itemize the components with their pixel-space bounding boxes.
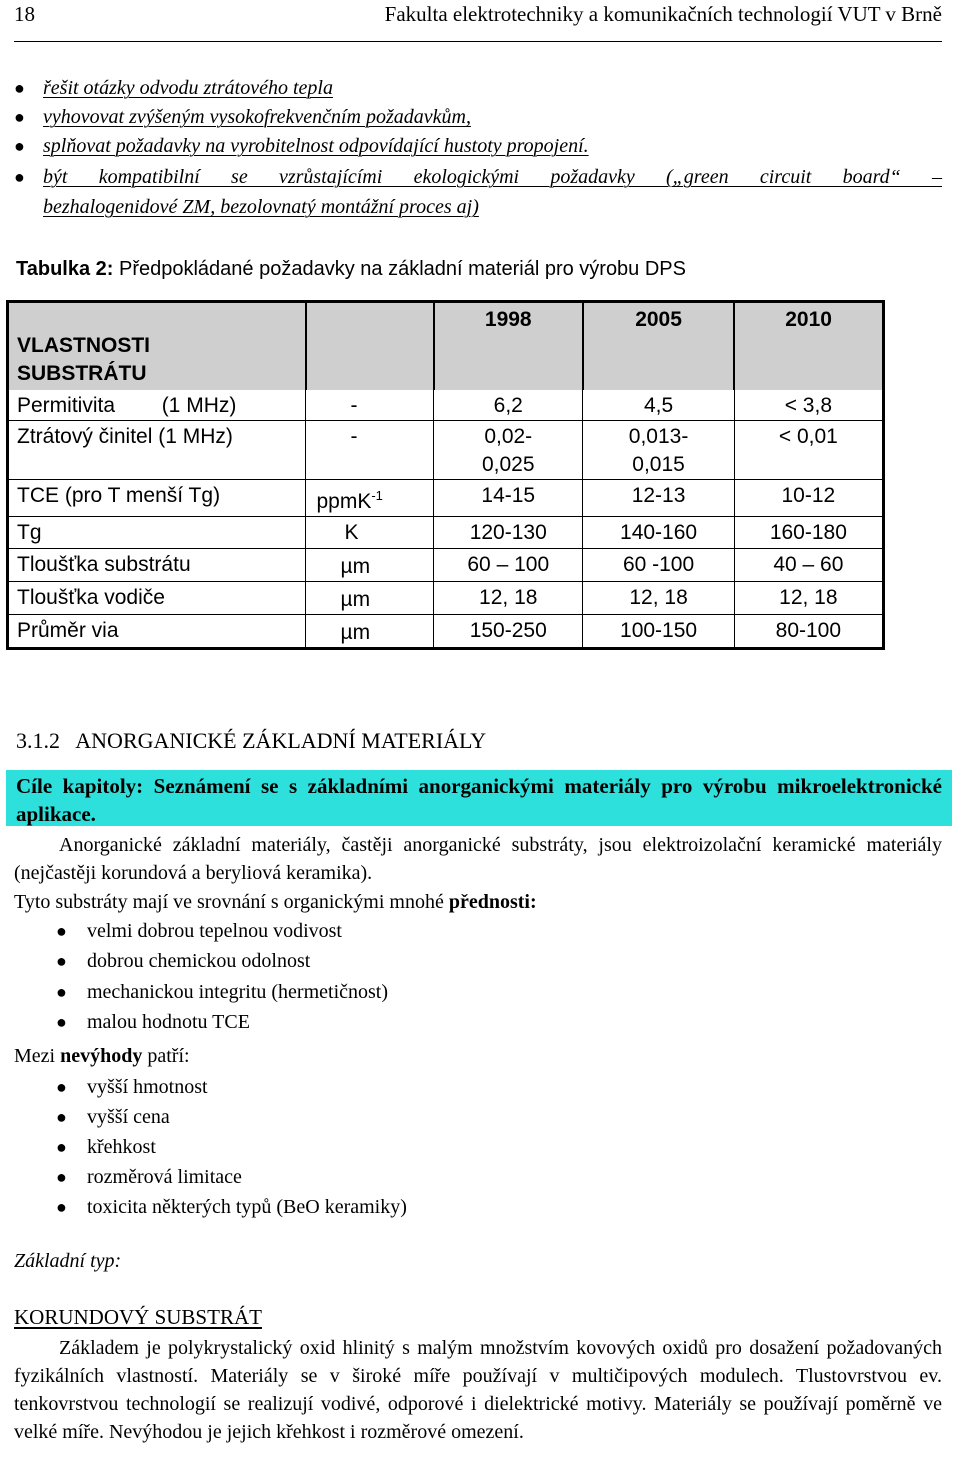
paragraph: Anorganické základní materiály, častěji anorganické substráty, jsou elektroizolační keramické materiály (nejčastěji korundová a beryliová keramika). (14, 834, 942, 884)
list-item-text: být kompatibilní se vzrůstajícími ekologickými požadavky („green circuit board“ – (43, 166, 942, 188)
cell-value: 14-15 (434, 480, 583, 517)
bullet-icon: ● (56, 982, 67, 1002)
bullet-icon: ● (56, 1107, 67, 1127)
cell-unit: - (306, 421, 434, 480)
disadvantages-label: nevýhody (60, 1045, 143, 1067)
table-row (8, 582, 884, 615)
cell-value (434, 421, 583, 480)
cell-value-line: 0,013- (628, 425, 689, 448)
list-item-text: křehkost (87, 1136, 156, 1158)
header-cell-year: 1998 (434, 302, 583, 390)
cell-value: < 0,01 (734, 421, 883, 480)
list-item-text: splňovat požadavky na vyrobitelnost odpovídající hustoty propojení. (43, 135, 589, 157)
table-caption-text: Předpokládané požadavky na základní materiál pro výrobu DPS (113, 258, 686, 280)
cell-value: 60 -100 (583, 549, 734, 582)
cell-value: 60 – 100 (434, 549, 583, 582)
cell-property: Permitivita (1 MHz) (8, 390, 306, 421)
list-item-text: vyšší hmotnost (87, 1076, 208, 1098)
cell-value-line: 0,015 (632, 453, 685, 476)
table-row (8, 615, 884, 649)
cell-value: 12, 18 (434, 582, 583, 615)
header-label: SUBSTRÁTU (17, 361, 147, 385)
cell-value: 160-180 (734, 517, 883, 549)
header-cell-unit (306, 302, 434, 390)
bullet-icon: ● (14, 78, 25, 98)
cell-unit: - (306, 390, 434, 421)
cell-value: 12, 18 (734, 582, 883, 615)
cell-value: 40 – 60 (734, 549, 883, 582)
requirements-table (6, 300, 885, 650)
cell-value: 4,5 (583, 390, 734, 421)
list-item-text: malou hodnotu TCE (87, 1011, 250, 1033)
cell-value (583, 421, 734, 480)
cell-value: 12-13 (583, 480, 734, 517)
cell-unit: µm (306, 615, 434, 649)
list-item (14, 162, 942, 192)
header-cell-year: 2010 (734, 302, 883, 390)
unit-exponent: -1 (371, 488, 383, 503)
page-header-title: Fakulta elektrotechniky a komunikačních technologií VUT v Brně (384, 2, 942, 26)
cell-property: Ztrátový činitel (1 MHz) (8, 421, 306, 480)
cell-value: 150-250 (434, 615, 583, 649)
list-item (14, 131, 942, 161)
list-item-text: velmi dobrou tepelnou vodivost (87, 920, 342, 942)
chapter-goals: Cíle kapitoly: Seznámení se s základními anorganickými materiály pro výrobu mikroelektronické aplikace. (16, 774, 942, 826)
cell-value: 12, 18 (583, 582, 734, 615)
table-row (8, 421, 884, 480)
section-heading: 3.1.2 ANORGANICKÉ ZÁKLADNÍ MATERIÁLY (16, 728, 487, 753)
cell-value: 6,2 (434, 390, 583, 421)
list-item-text: vyšší cena (87, 1106, 170, 1128)
bullet-icon: ● (56, 1137, 67, 1157)
cell-value: 80-100 (734, 615, 883, 649)
bullet-icon: ● (14, 136, 25, 156)
cell-property: Tloušťka substrátu (8, 549, 306, 582)
cell-unit: K (306, 517, 434, 549)
list-item-text: rozměrová limitace (87, 1166, 242, 1188)
bullet-icon: ● (56, 951, 67, 971)
bullet-icon: ● (56, 1077, 67, 1097)
advantages-intro (14, 888, 942, 916)
list-item (14, 73, 942, 103)
header-cell-year: 2005 (583, 302, 734, 390)
page-number: 18 (14, 2, 35, 26)
header-label: VLASTNOSTI (17, 333, 151, 357)
bullet-icon: ● (14, 167, 25, 187)
table-row (8, 549, 884, 582)
table-row (8, 390, 884, 421)
table-row (8, 480, 884, 517)
unit-text: ppmK (316, 490, 372, 513)
header-cell-property (8, 302, 306, 390)
list-item-text: mechanickou integritu (hermetičnost) (87, 981, 389, 1003)
basic-type-label: Základní typ: (14, 1250, 122, 1272)
bullet-icon: ● (56, 1012, 67, 1032)
list-item-continuation (14, 192, 942, 222)
list-item-text: řešit otázky odvodu ztrátového tepla (43, 77, 333, 99)
advantages-label: přednosti: (448, 891, 537, 913)
cell-value: 140-160 (583, 517, 734, 549)
bullet-icon: ● (14, 107, 25, 127)
subheading: KORUNDOVÝ SUBSTRÁT (14, 1305, 262, 1329)
table-caption (16, 258, 686, 281)
advantages-intro-text: Tyto substráty mají ve srovnání s organickými mnohé (14, 891, 449, 913)
list-item-text: vyhovovat zvýšeným vysokofrekvenčním požadavkům, (43, 106, 471, 128)
cell-unit: µm (306, 549, 434, 582)
cell-value: 100-150 (583, 615, 734, 649)
list-item-text: toxicita některých typů (BeO keramiky) (87, 1196, 407, 1218)
cell-unit (306, 480, 434, 517)
bullet-icon: ● (56, 1167, 67, 1187)
table-row (8, 517, 884, 549)
cell-property: Tloušťka vodiče (8, 582, 306, 615)
bullet-icon: ● (56, 1197, 67, 1217)
list-item-text: dobrou chemickou odolnost (87, 950, 311, 972)
list-item-text: bezhalogenidové ZM, bezolovnatý montážní proces aj) (43, 196, 479, 218)
table-caption-label: Tabulka 2: (16, 258, 114, 280)
cell-property: TCE (pro T menší Tg) (8, 480, 306, 517)
cell-property: Tg (8, 517, 306, 549)
bullet-icon: ● (56, 921, 67, 941)
cell-value-line: 0,025 (481, 453, 535, 476)
cell-unit: µm (306, 582, 434, 615)
cell-property: Průměr via (8, 615, 306, 649)
disadvantages-intro-text: Mezi (14, 1045, 61, 1067)
disadvantages-intro (14, 1042, 942, 1070)
table-header-row (8, 302, 884, 390)
cell-value-line: 0,02- (484, 425, 533, 448)
cell-value: < 3,8 (734, 390, 883, 421)
list-item (14, 102, 942, 132)
disadvantages-intro-end: patří: (142, 1045, 190, 1067)
cell-value: 120-130 (434, 517, 583, 549)
header-divider (14, 41, 942, 42)
paragraph: Základem je polykrystalický oxid hlinitý s malým množstvím kovových oxidů pro dosažení požadovaných fyzikálních vlastností. Materiály se v široké míře používají v multičipových modulech. Tlustovrstvou ev. tenkovrstvou technologií se realizují vodivé, odporové i dielektrické motivy. Materiály se používají poměrně ve velké míře. Nevýhodou je jejich křehkost i rozměrové omezení. (14, 1337, 942, 1443)
cell-value: 10-12 (734, 480, 883, 517)
